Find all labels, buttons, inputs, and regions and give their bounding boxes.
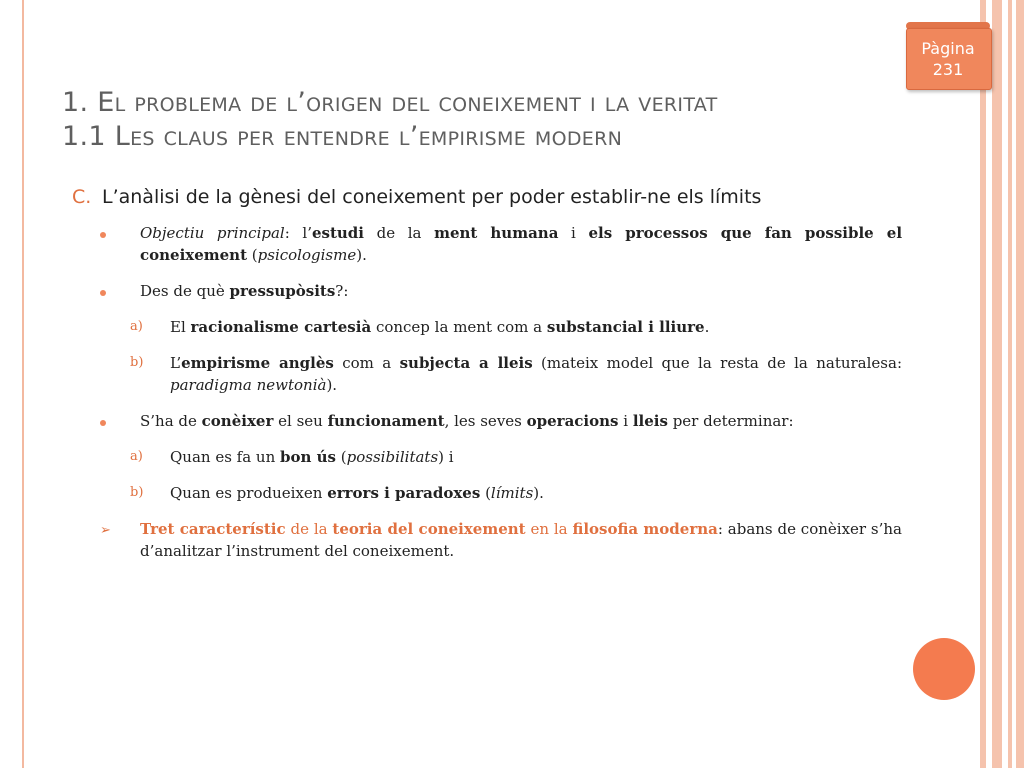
text-run: psicologisme [257,246,357,264]
text-run: : abans de conèixer s’ha d’analitzar l’instrument del coneixement. [140,520,903,560]
bullet-dot [100,290,106,296]
text-run: concep la ment com a [371,318,547,336]
sub-bullet-good-use [72,446,902,468]
text-run: subjecta a lleis [399,354,533,372]
text-run: . [704,318,710,336]
text-run: Quan es produeixen [170,484,328,502]
text-run: empirisme anglès [181,354,334,372]
text-run: conèixer [201,412,274,430]
text-run: El [170,318,191,336]
text-run: ) i [438,448,454,466]
text-run: Quan es fa un [170,448,281,466]
slide-title [62,86,717,154]
section-label: C. [72,186,92,208]
text-run: per determinar: [667,412,794,430]
text-run: ( [247,246,258,264]
section-text: L’anàlisi de la gènesi del coneixement per poder establir-ne els límits [102,186,762,208]
text-run: bon ús [280,448,337,466]
bullet-objective [72,222,902,266]
text-run: ). [326,376,338,394]
text-run: errors i paradoxes [327,484,481,502]
page-badge-number: 231 [932,60,964,79]
text-run: estudi [311,224,364,242]
sub-marker: a) [130,319,143,334]
text-run: (mateix model que la resta de la naturalesa: [532,354,902,372]
right-stripe-3 [1008,0,1012,768]
sub-marker: b) [130,355,144,370]
text-run: ). [356,246,367,264]
text-run: de la [363,224,435,242]
text-run: possibilitats [346,448,439,466]
bullet-dot [100,420,106,426]
text-run-accent: en la [525,520,573,538]
text-run-accent: de la [285,520,333,538]
text-run: els processos que fan possible el coneixement [140,224,903,264]
right-stripe-4 [1016,0,1024,768]
sub-marker: a) [130,449,143,464]
text-run: Objectiu principal [140,224,285,242]
sub-bullet-rationalism [72,316,902,338]
text-run: substancial i lliure [546,318,705,336]
text-run: operacions [526,412,619,430]
text-run: ?: [335,282,349,300]
arrow-bullet-icon: ➢ [100,523,111,538]
text-run: paradigma newtonià [170,376,327,394]
text-run-accent: filosofia moderna [572,520,718,538]
title-line-2: 1.1 Les claus per entendre l’empirisme modern [62,121,623,152]
left-decor-line [22,0,24,768]
text-run: ( [480,484,491,502]
text-run: lleis [632,412,668,430]
right-stripe-1 [980,0,986,768]
text-run-accent: Tret característic [140,520,286,538]
page-badge-label: Pàgina [921,39,975,58]
page-badge-text [906,38,990,80]
text-run: i [558,224,589,242]
text-run: com a [333,354,400,372]
text-run: ( [336,448,347,466]
text-run: límits [490,484,534,502]
text-run: : l’ [284,224,312,242]
text-run: ). [533,484,544,502]
section-heading [72,186,902,208]
bullet-characteristic [72,518,902,562]
sub-bullet-errors [72,482,902,504]
right-stripe-2 [992,0,1002,768]
bullet-assumptions [72,280,902,302]
text-run: i [618,412,633,430]
sub-bullet-empiricism [72,352,902,396]
bullet-functioning [72,410,902,432]
text-run: Des de què [140,282,230,300]
sub-marker: b) [130,485,144,500]
page-number-badge [906,22,990,92]
text-run: pressupòsits [229,282,336,300]
text-run: , les seves [444,412,527,430]
slide-content [72,186,902,576]
text-run: L’ [170,354,182,372]
title-line-1: 1. El problema de l’origen del coneixement i la veritat [62,87,718,118]
decorative-circle [913,638,975,700]
bullet-dot [100,232,106,238]
text-run: funcionament [327,412,445,430]
text-run: racionalisme cartesià [190,318,372,336]
text-run-accent: teoria del coneixement [332,520,526,538]
text-run: ment humana [434,224,559,242]
text-run: S’ha de [140,412,202,430]
text-run: el seu [273,412,328,430]
